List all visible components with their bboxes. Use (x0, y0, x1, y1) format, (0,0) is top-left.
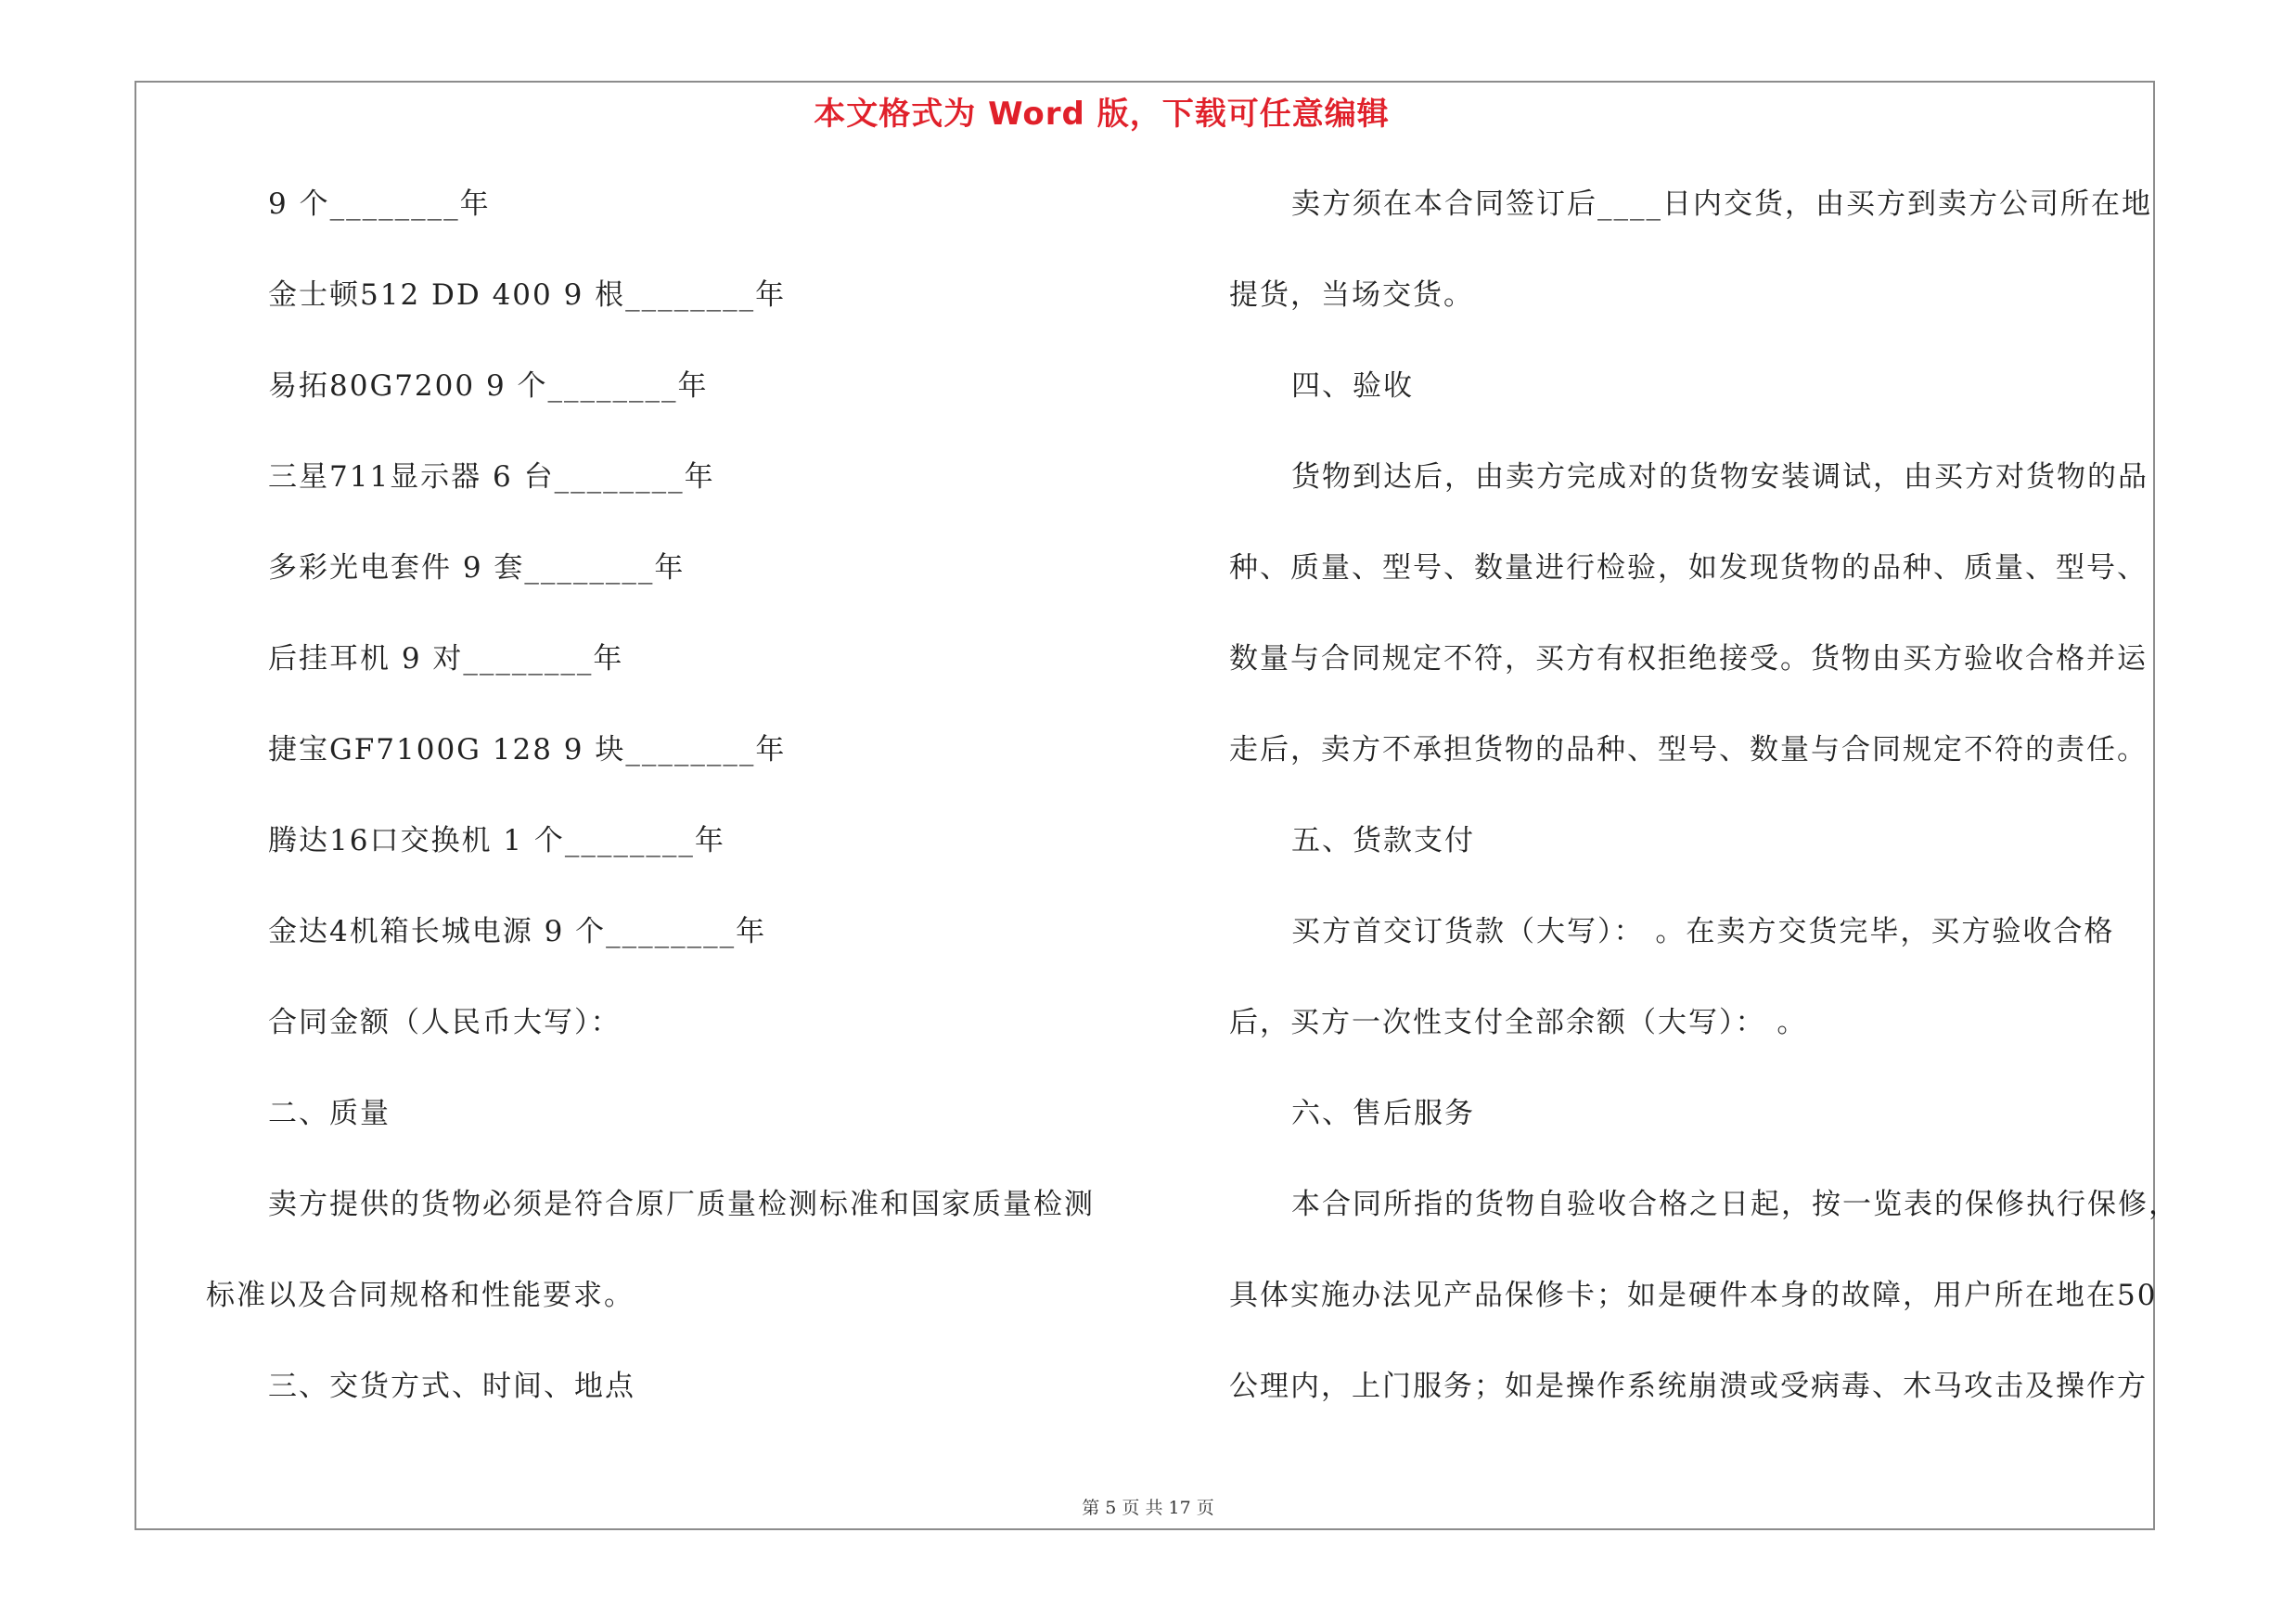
document-line: 提货，当场交货。 (1229, 278, 1474, 312)
document-line: 标准以及合同规格和性能要求。 (206, 1279, 635, 1312)
document-line: 走后，卖方不承担货物的品种、型号、数量与合同规定不符的责任。 (1229, 733, 2148, 766)
document-line: 买方首交订货款（大写）： 。在卖方交货完毕，买方验收合格 (1291, 915, 2115, 948)
document-line: 合同金额（人民币大写）： (268, 1006, 622, 1039)
document-line: 后挂耳机 9 对________年 (268, 642, 624, 676)
document-line: 数量与合同规定不符，买方有权拒绝接受。货物由买方验收合格并运 (1229, 642, 2148, 676)
document-line: 易拓80G7200 9 个________年 (268, 369, 709, 403)
document-line: 金达4机箱长城电源 9 个________年 (268, 915, 767, 948)
document-line: 三、交货方式、时间、地点 (268, 1370, 635, 1403)
document-line: 三星711显示器 6 台________年 (268, 460, 715, 494)
document-line: 五、货款支付 (1291, 824, 1475, 857)
document-line: 货物到达后，由卖方完成对的货物安装调试，由买方对货物的品 (1291, 460, 2148, 494)
document-line: 卖方提供的货物必须是符合原厂质量检测标准和国家质量检测 (268, 1188, 1095, 1221)
document-line: 四、验收 (1291, 369, 1414, 403)
page-number-footer: 第 5 页 共 17 页 (1082, 1498, 1214, 1518)
document-line: 二、质量 (268, 1097, 391, 1130)
document-line: 后，买方一次性支付全部余额（大写）： 。 (1229, 1006, 1808, 1039)
document-line: 公理内，上门服务；如是操作系统崩溃或受病毒、木马攻击及操作方 (1229, 1370, 2148, 1403)
document-line: 具体实施办法见产品保修卡；如是硬件本身的故障，用户所在地在50 (1229, 1279, 2158, 1312)
document-line: 捷宝GF7100G 128 9 块________年 (268, 733, 787, 766)
document-line: 9 个________年 (268, 187, 491, 221)
document-line: 本合同所指的货物自验收合格之日起，按一览表的保修执行保修， (1291, 1188, 2179, 1221)
document-line: 多彩光电套件 9 套________年 (268, 551, 686, 585)
document-line: 卖方须在本合同签订后____日内交货，由买方到卖方公司所在地 (1291, 187, 2152, 221)
format-banner: 本文格式为 Word 版，下载可任意编辑 (814, 96, 1390, 133)
document-line: 六、售后服务 (1291, 1097, 1475, 1130)
document-line: 金士顿512 DD 400 9 根________年 (268, 278, 787, 312)
document-line: 种、质量、型号、数量进行检验，如发现货物的品种、质量、型号、 (1229, 551, 2148, 585)
document-line: 腾达16口交换机 1 个________年 (268, 824, 725, 857)
